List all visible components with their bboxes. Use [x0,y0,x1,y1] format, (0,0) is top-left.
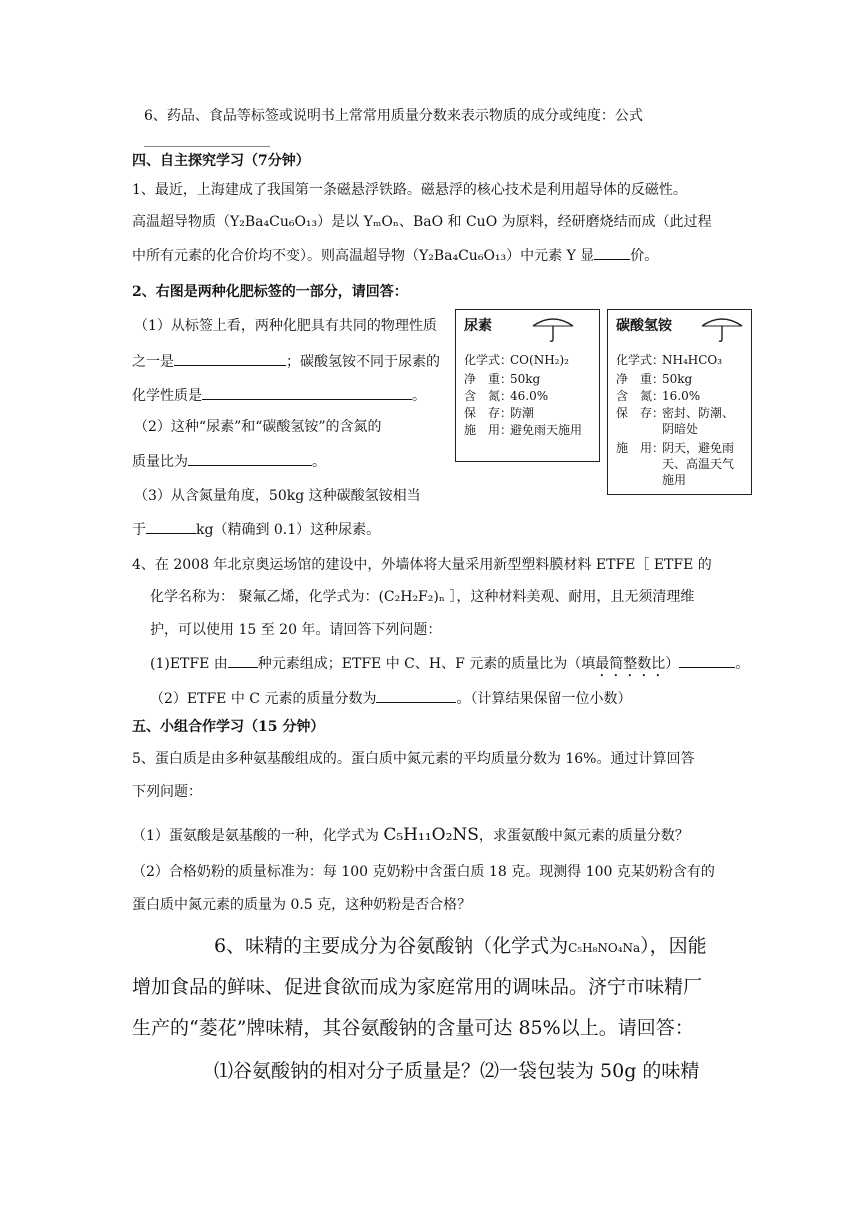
q1-answer-blank[interactable] [594,245,630,260]
q2-part3-line-b [132,519,380,540]
q5-line-2: 下列问题： [132,784,202,800]
section-4-title: 四、自主探究学习（7分钟） [132,153,310,169]
urea-formula-key: 化学式： [464,353,513,367]
urea-storage-value: 防潮 [510,406,535,420]
nh4-formula-value: NH₄HCO₃ [662,353,723,367]
q2-part1-b-post: ；碳酸氢铵不同于尿素的 [286,354,440,370]
urea-row-weight [464,371,540,387]
q6b-line-1-pre: 6、味精的主要成分为谷氨酸钠（化学式为 [214,935,569,957]
urea-label-title: 尿素 [464,318,492,334]
nh4-usage-key: 施 用： [616,441,665,455]
q4-element-count-blank[interactable] [228,653,258,668]
q2-intro: 2、右图是两种化肥标签的一部分，请回答： [132,284,408,300]
q1-line-2: 高温超导物质（Y₂Ba₄Cu₆O₁₃）是以 YₘOₙ、BaO 和 CuO 为原料，经研磨烧结而成（此过程 [132,214,712,230]
q2-chemical-property-blank[interactable] [202,385,412,400]
q5-methionine-formula: C₅H₁₁O₂NS [383,825,479,845]
nh4-label-title: 碳酸氢铵 [616,318,672,334]
q1-line-1: 1、最近，上海建成了我国第一条磁悬浮铁路。磁悬浮的核心技术是利用超导体的反磁性。 [132,182,687,198]
q2-part1-c-pre: 化学性质是 [132,388,202,404]
q4-mass-ratio-blank[interactable] [679,653,735,668]
urea-nitrogen-value: 46.0% [510,389,549,403]
q2-nitrogen-ratio-blank[interactable] [188,451,312,466]
q4-part1-mid: 种元素组成；ETFE 中 C、H、F 元素的质量比为（填 [257,656,596,672]
urea-weight-key: 净 重： [464,372,513,386]
q4-part1-pre: (1)ETFE 由 [150,656,228,672]
q4-part2-post: 。（计算结果保留一位小数） [456,691,632,707]
nh4-row-formula [616,352,722,368]
umbrella-icon [700,314,744,342]
q5-line-1: 5、蛋白质是由多种氨基酸组成的。蛋白质中氮元素的平均质量分数为 16%。通过计算回答 [132,751,695,767]
q5-part1 [132,825,689,846]
q4-part2 [150,688,631,709]
q2-part1-line-b [132,351,440,372]
q5-part2-line-a: （2）合格奶粉的质量标准为：每 100 克奶粉中含蛋白质 18 克。现测得 100 克某奶粉含有的 [132,864,715,880]
urea-storage-key: 保 存： [464,406,513,420]
nh4-row-nitrogen [616,388,700,404]
nh4-row-storage [616,405,742,437]
q6b-line-4: ⑴谷氨酸钠的相对分子质量是？⑵一袋包装为 50g 的味精 [214,1060,700,1082]
q4-part2-pre: （2）ETFE 中 C 元素的质量分数为 [150,691,377,707]
nh4-weight-value: 50kg [662,372,693,386]
q6b-line-1 [214,932,707,962]
q2-part2-line-b [132,451,326,472]
nh4-weight-key: 净 重： [616,372,665,386]
q2-urea-mass-blank[interactable] [146,519,196,534]
ammonium-bicarbonate-label [607,309,752,495]
urea-row-formula [464,352,569,368]
urea-usage-value: 避免雨天施用 [510,423,583,437]
q1-line-3-end: 价。 [630,248,659,264]
formula-answer-rule [144,146,270,147]
urea-row-storage [464,405,534,421]
nh4-nitrogen-value: 16.0% [662,389,701,403]
nh4-formula-key: 化学式： [616,353,665,367]
q4-part1-emphasis: 最简整数比 [595,656,666,672]
nh4-nitrogen-key: 含 氮： [616,389,665,403]
nh4-row-usage [616,440,740,488]
q4-carbon-fraction-blank[interactable] [376,688,456,703]
q1-line-3 [132,245,658,266]
q2-part3-b-pre: 于 [132,522,146,538]
q4-part1-end: 。 [735,656,750,672]
q2-part1-c-post: 。 [412,388,426,404]
q1-line-3-text: 中所有元素的化合价均不变）。则高温超导物（Y₂Ba₄Cu₆O₁₃）中元素 Y 显 [132,248,595,264]
urea-weight-value: 50kg [510,372,541,386]
q6-formula-line [144,106,643,126]
q2-part2-b-pre: 质量比为 [132,454,188,470]
q5-part1-post: ，求蛋氨酸中氮元素的质量分数？ [478,828,689,844]
nh4-row-weight [616,371,692,387]
section-5-title: 五、小组合作学习（15 分钟） [132,719,325,735]
urea-nitrogen-key: 含 氮： [464,389,513,403]
q6b-line-3: 生产的“菱花”牌味精，其谷氨酸钠的含量可达 85%以上。请回答： [132,1017,694,1039]
urea-usage-key: 施 用： [464,423,513,437]
q6b-msg-formula: C₅H₈NO₄Na [568,941,641,955]
q2-physical-property-blank[interactable] [174,351,286,366]
q2-part1-b-pre: 之一是 [132,354,174,370]
q4-line-3: 护，可以使用 15 至 20 年。请回答下列问题： [150,622,442,638]
q5-part2-line-b: 蛋白质中氮元素的质量为 0.5 克，这种奶粉是否合格？ [132,897,472,913]
urea-row-usage [464,422,586,438]
q2-part2-b-post: 。 [312,454,326,470]
umbrella-icon [531,314,575,342]
nh4-usage-value: 阴天，避免雨天、高温天气施用 [662,441,735,487]
q4-part1-post: ） [665,656,680,672]
q5-part1-pre: （1）蛋氨酸是氨基酸的一种，化学式为 [132,828,384,844]
q4-line-2: 化学名称为： 聚氟乙烯，化学式为：(C₂H₂F₂)ₙ ］，这种材料美观、耐用，且无须清理维 [150,589,695,605]
q4-line-1: 4、在 2008 年北京奥运场馆的建设中，外墙体将大量采用新型塑料膜材料 ETFE［ ETFE 的 [132,557,712,573]
q2-part1-line-c [132,385,426,406]
q2-part3-line-a: （3）从含氮量角度，50kg 这种碳酸氢铵相当 [134,488,421,504]
q2-part3-b-post: kg（精确到 0.1）这种尿素。 [196,522,381,538]
q2-part2-line-a: （2）这种“尿素”和“碳酸氢铵”的含氮的 [134,419,382,435]
q6b-line-2: 增加食品的鲜味、促进食欲而成为家庭常用的调味品。济宁市味精厂 [132,976,703,998]
q2-part1-line-a: （1）从标签上看，两种化肥具有共同的物理性质 [134,318,437,334]
q4-part1 [150,653,749,680]
q6-formula-text: 6、药品、食品等标签或说明书上常常用质量分数来表示物质的成分或纯度：公式 [144,108,643,124]
nh4-storage-value: 密封、防潮、阴暗处 [662,406,735,436]
nh4-storage-key: 保 存： [616,406,665,420]
urea-row-nitrogen [464,388,548,404]
urea-formula-value: CO(NH₂)₂ [510,353,569,367]
q6b-line-1-post: ），因能 [640,935,707,957]
urea-label [455,309,600,462]
